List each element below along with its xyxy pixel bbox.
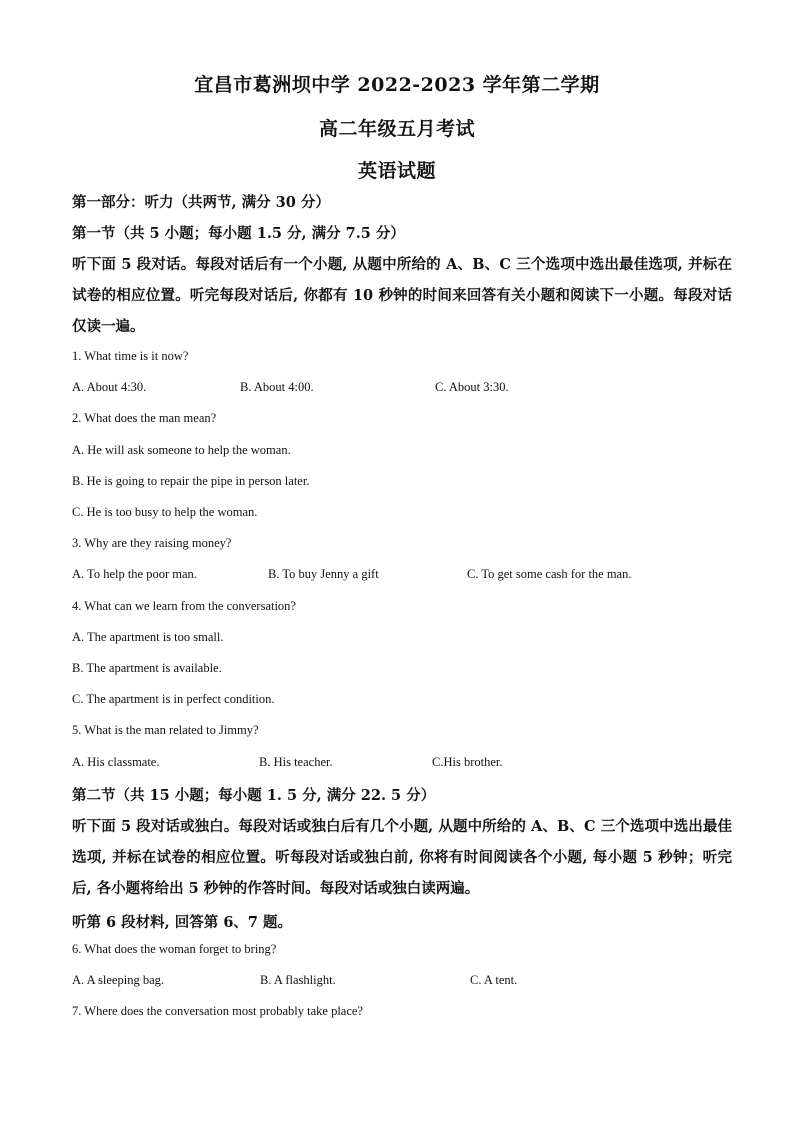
- question-1-option-b: B. About 4:00.: [240, 380, 314, 394]
- question-2-option-c: C. He is too busy to help the woman.: [72, 505, 258, 519]
- question-6-option-b: B. A flashlight.: [260, 973, 336, 987]
- question-6-option-a: A. A sleeping bag.: [72, 973, 165, 987]
- section1-heading: 第一节（共 5 小题；每小题 1.5 分, 满分 7.5 分）: [72, 225, 405, 242]
- question-2-stem: 2. What does the man mean?: [72, 411, 217, 425]
- question-3-stem: 3. Why are they raising money?: [72, 536, 232, 550]
- section1-instructions: 听下面 5 段对话。每段对话后有一个小题, 从题中所给的 A、B、C 三个选项中选出最佳选项, 并标在试卷的相应位置。听完每段对话后, 你都有 10 秒钟的时间来回答有关小题和阅读下一小题。每段对话仅读一遍。: [72, 256, 732, 335]
- exam-title-subject: 英语试题: [357, 160, 436, 182]
- question-5-option-c: C.His brother.: [432, 755, 503, 769]
- material-6-heading: 听第 6 段材料, 回答第 6、7 题。: [72, 914, 293, 931]
- exam-title-grade: 高二年级五月考试: [318, 118, 475, 140]
- question-2-option-b: B. He is going to repair the pipe in person later.: [72, 474, 310, 488]
- question-1-option-c: C. About 3:30.: [435, 380, 509, 394]
- section2-heading: 第二节（共 15 小题；每小题 1. 5 分, 满分 22. 5 分）: [72, 787, 436, 804]
- section2-instructions: 听下面 5 段对话或独白。每段对话或独白后有几个小题, 从题中所给的 A、B、C 三个选项中选出最佳选项, 并标在试卷的相应位置。听每段对话或独白前, 你将有时间阅读各个小题, 每小题 5 秒钟；听完后, 各小题将给出 5 秒钟的作答时间。每段对话或独白读两遍。: [72, 818, 732, 897]
- exam-title-school: 宜昌市葛洲坝中学 2022-2023 学年第二学期: [194, 74, 600, 96]
- question-4-option-a: A. The apartment is too small.: [72, 630, 224, 644]
- question-5-option-a: A. His classmate.: [72, 755, 160, 769]
- question-3-option-b: B. To buy Jenny a gift: [268, 567, 379, 581]
- question-3-option-a: A. To help the poor man.: [72, 567, 197, 581]
- question-7-stem: 7. Where does the conversation most probably take place?: [72, 1004, 363, 1018]
- question-4-option-b: B. The apartment is available.: [72, 661, 222, 675]
- question-3-option-c: C. To get some cash for the man.: [467, 567, 632, 581]
- question-2-option-a: A. He will ask someone to help the woman.: [72, 443, 291, 457]
- question-6-option-c: C. A tent.: [470, 973, 518, 987]
- question-1-stem: 1. What time is it now?: [72, 349, 189, 363]
- question-6-stem: 6. What does the woman forget to bring?: [72, 942, 277, 956]
- question-4-stem: 4. What can we learn from the conversation?: [72, 599, 296, 613]
- part1-heading: 第一部分：听力（共两节, 满分 30 分）: [72, 194, 330, 211]
- question-5-option-b: B. His teacher.: [259, 755, 333, 769]
- question-4-option-c: C. The apartment is in perfect condition.: [72, 692, 275, 706]
- question-1-option-a: A. About 4:30.: [72, 380, 147, 394]
- question-5-stem: 5. What is the man related to Jimmy?: [72, 723, 259, 737]
